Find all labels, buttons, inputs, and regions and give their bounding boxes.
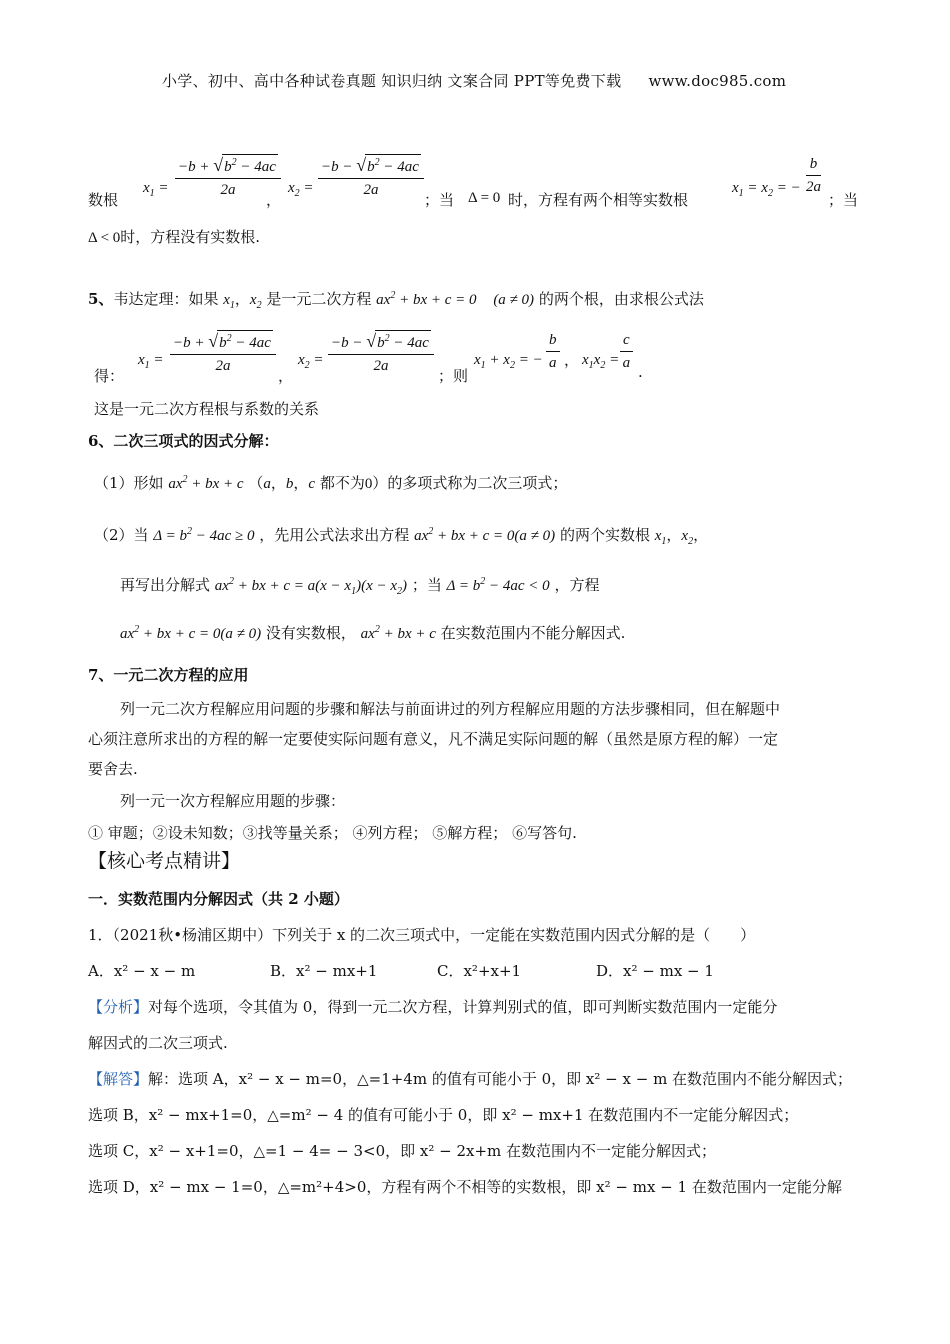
s5-t3: 的两个根，由求根公式法: [538, 290, 704, 308]
header-text: 小学、初中、高中各种试卷真题 知识归纳 文案合同 PPT等免费下载: [162, 72, 622, 90]
when-1: ；当: [424, 191, 455, 209]
de-text: 得：: [94, 367, 125, 385]
lead-text: 数根: [88, 191, 119, 209]
ze-text: ；则: [438, 367, 469, 385]
section-6-title: 6、二次三项式的因式分解：: [88, 432, 279, 450]
solution-line-4: 选项 D，x² − mx − 1=0，△=m²+4>0，方程有两个不相等的实数根，即 x² − mx − 1 在数范围内一定能分解: [88, 1178, 842, 1196]
comma: ，: [266, 191, 282, 209]
s6-line1: （1）形如 $ax^2$ + bx + c （a，b，c 都不为0）的多项式称为二次三项式；: [94, 474, 568, 492]
s6-line2: （2）当 $\Delta = b^2 - 4ac \ge 0$ ，先用公式法求出方程 $ax^2$ + bx + c = 0(a ≠ 0) 的两个实数根 $x_1$，$x_2$，: [94, 526, 709, 547]
s6-line4: $ax^2$ + bx + c = 0(a ≠ 0) 没有实数根， $ax^2$ + bx + c 在实数范围内不能分解因式.: [120, 624, 626, 642]
no-root-text: 时，方程没有实数根.: [120, 228, 261, 246]
delta-zero: Δ = 0: [468, 190, 501, 206]
equal-roots-text: 时，方程有两个相等实数根: [508, 191, 689, 209]
vieta-x1: $\frac{-b + √b^2 - 4ac}{2a}$: [170, 330, 276, 376]
b-over-2a: $\frac{b}{2a}$: [806, 156, 821, 195]
relation-text: 这是一元二次方程根与系数的关系: [94, 400, 320, 418]
s6-line3: 再写出分解式 $ax^2$ + bx + $c = a(x - x_1)(x - x_2)$ ；当 $\Delta = b^2 - 4ac < 0$ ，方程: [120, 576, 600, 597]
option-b[interactable]: B．x² − mx+1: [270, 962, 378, 980]
equal-roots-expr: $x_1 = x_2$ = −: [732, 180, 801, 199]
s7-steps: ① 审题；②设未知数；③找等量关系； ④列方程； ⑤解方程； ⑥写答句.: [88, 824, 577, 842]
analysis-tag: 【分析】: [88, 998, 149, 1016]
core-title: 【核心考点精讲】: [88, 850, 241, 872]
no-root-line: [88, 226, 260, 247]
s7-p3: 要舍去.: [88, 760, 138, 778]
analysis-line-1: 【分析】对每个选项，令其值为 0，得到一元二次方程，计算判别式的值，即可判断实数范围内一定能分: [88, 998, 778, 1016]
x2-fraction: $\frac{-b - √b^2 - 4ac}{2a}$: [318, 154, 424, 200]
question-1-stem: 1．（2021秋•杨浦区期中）下列关于 x 的二次三项式中，一定能在实数范围内因式分解的是（ ）: [88, 926, 756, 944]
solution-tag: 【解答】: [88, 1070, 149, 1088]
option-a[interactable]: A．x² − x − m: [88, 962, 196, 980]
header-site: www.doc985.com: [648, 72, 787, 90]
part-1-title: 一．实数范围内分解因式（共 2 小题）: [88, 890, 349, 908]
option-c[interactable]: C．x²+x+1: [437, 962, 522, 980]
analysis-line-2: 解因式的二次三项式.: [88, 1034, 228, 1052]
x2-eq: $x_2$ =: [288, 180, 314, 199]
s5-t1: 韦达定理：如果: [113, 290, 219, 308]
s7-p1: 列一元二次方程解应用问题的步骤和解法与前面讲过的列方程解应用题的方法步骤相同，但在解题中: [120, 700, 781, 718]
solution-line-2: 选项 B，x² − mx+1=0，△=m² − 4 的值有可能小于 0，即 x² − mx+1 在数范围内不一定能分解因式；: [88, 1106, 799, 1124]
solution-line-1: 【解答】解：选项 A，x² − x − m=0，△=1+4m 的值有可能小于 0，即 x² − x − m 在数范围内不能分解因式；: [88, 1070, 853, 1088]
when-2: ；当: [828, 191, 859, 209]
vieta-line: 得： $x_1$ = $\frac{-b + √b^2 - 4ac}{2a}$ ， $x_2$ = $\frac{-b - √b^2 - 4ac}{2a}$ ；则 $x_1 + x_2$ = − $\frac{b}{a}$ ， $x_1x_2$ = $\frac{c}{a}$ .: [94, 330, 794, 390]
delta-neg: Δ < 0: [88, 230, 121, 246]
section-5-number: 5、: [88, 290, 114, 308]
section-5-line: 5、韦达定理：如果 $x_1$，$x_2$ 是一元二次方程 $ax^2$ + bx + c = 0 (a ≠ 0) 的两个根，由求根公式法: [88, 290, 704, 311]
s7-p4: 列一元一次方程解应用题的步骤：: [120, 792, 346, 810]
section-7-title: 7、一元二次方程的应用: [88, 666, 249, 684]
option-d[interactable]: D．x² − mx − 1: [596, 962, 714, 980]
s5-t2: 是一元二次方程: [266, 290, 372, 308]
solution-line-3: 选项 C，x² − x+1=0，△=1 − 4= − 3<0，即 x² − 2x+m 在数范围内不一定能分解因式；: [88, 1142, 717, 1160]
x1-eq: $x_1$ =: [143, 180, 169, 199]
s7-p2: 心须注意所求出的方程的解一定要使实际问题有意义，凡不满足实际问题的解（虽然是原方程的解）一定: [88, 730, 779, 748]
x1-fraction: $\frac{-b + √b^2 - 4ac}{2a}$: [175, 154, 281, 200]
page-header: [162, 70, 786, 91]
vieta-x2: $\frac{-b - √b^2 - 4ac}{2a}$: [328, 330, 434, 376]
